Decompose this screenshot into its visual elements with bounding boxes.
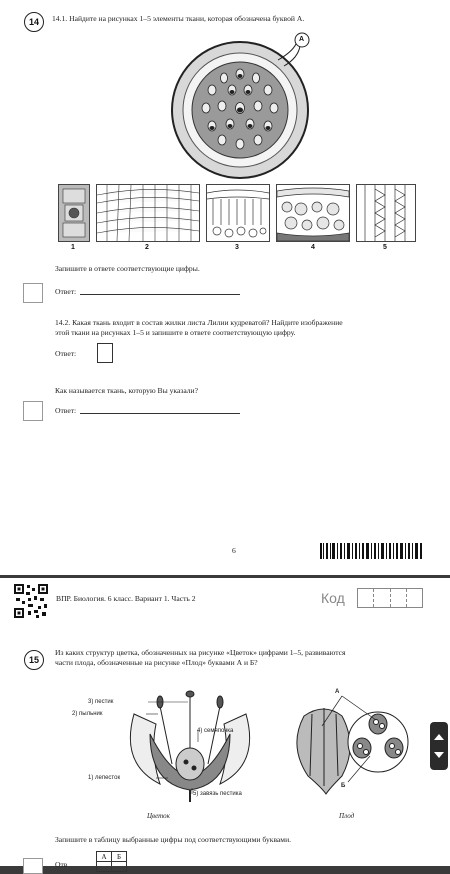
question-14-2-line2: этой ткани на рисунках 1–5 и запишите в ответе соответствующую цифру. — [55, 328, 296, 337]
table-cell-a[interactable] — [97, 862, 112, 872]
question-14-2-line1: 14.2. Какая ткань входит в состав жилки листа Лилии кудреватой? Найдите изображение — [55, 318, 343, 327]
write-digits-instruction: Запишите в ответе соответствующие цифры. — [55, 264, 200, 273]
flower-leader-lines — [120, 698, 240, 798]
stem-cross-section-figure — [160, 32, 320, 182]
scroll-nav-widget — [430, 722, 448, 770]
fruit-label-b: Б — [341, 783, 346, 789]
question-15-line2: части плода, обозначенные на рисунке «Плод» буквами А и Б? — [55, 658, 258, 667]
tissue-panel-3 — [206, 184, 270, 242]
page-header-text: ВПР. Биология. 6 класс. Вариант 1. Часть 2 — [56, 594, 196, 603]
scroll-up-icon[interactable] — [434, 734, 444, 740]
table-instruction: Запишите в таблицу выбранные цифры под соответствующими буквами. — [55, 835, 292, 844]
flower-label-ovule: 4) семяпочка — [197, 728, 234, 734]
answer-box-14-2[interactable] — [97, 343, 113, 363]
panel-label-5: 5 — [383, 244, 387, 251]
flower-label-anther: 2) пыльник — [72, 711, 103, 717]
worksheet-page-2 — [0, 578, 450, 869]
answer-label-14-1: Ответ: — [55, 287, 77, 296]
qr-code-image — [14, 584, 48, 618]
panel-label-2: 2 — [145, 244, 149, 251]
score-box-14-1 — [23, 283, 43, 303]
answer-label-15-partial: Отв — [55, 860, 68, 869]
answer-table-ab — [96, 851, 127, 872]
answer-line-14-1[interactable] — [80, 294, 240, 295]
label-a: А — [299, 36, 305, 43]
panel-label-1: 1 — [71, 244, 75, 251]
kod-label: Код — [321, 590, 345, 606]
table-header-a: А — [97, 852, 112, 862]
tissue-panel-4 — [276, 184, 350, 242]
page-number: 6 — [232, 546, 236, 555]
table-cell-b[interactable] — [112, 862, 127, 872]
tissue-panel-2 — [96, 184, 200, 242]
kod-input-boxes[interactable] — [357, 588, 423, 608]
caption-fruit: Плод — [339, 812, 355, 820]
flower-label-pistil: 3) пестик — [88, 699, 114, 705]
question-14-1-text: 14.1. Найдите на рисунках 1–5 элементы ткани, которая обозначена буквой А. — [52, 14, 305, 23]
fruit-label-a: А — [335, 689, 340, 695]
question-15-line1: Из каких структур цветка, обозначенных на рисунке «Цветок» цифрами 1–5, развиваются — [55, 648, 346, 657]
tissue-panel-5 — [356, 184, 416, 242]
flower-label-ovary: 5) завязь пестика — [193, 791, 242, 797]
answer-line-tissue[interactable] — [80, 413, 240, 414]
tissue-name-question: Как называется ткань, которую Вы указали? — [55, 386, 198, 395]
answer-label-tissue: Ответ: — [55, 406, 77, 415]
answer-label-14-2: Ответ: — [55, 349, 77, 358]
tissue-panel-1 — [58, 184, 90, 242]
table-header-b: Б — [112, 852, 127, 862]
caption-flower: Цветок — [147, 812, 170, 820]
scroll-down-icon[interactable] — [434, 752, 444, 758]
panel-label-3: 3 — [235, 244, 239, 251]
barcode-image — [320, 543, 424, 559]
score-box-14-2 — [23, 401, 43, 421]
score-box-15 — [23, 858, 43, 874]
question-15-number: 15 — [24, 650, 44, 670]
panel-label-4: 4 — [311, 244, 315, 251]
flower-label-petal: 1) лепесток — [88, 775, 121, 781]
question-14-number: 14 — [24, 12, 44, 32]
fruit-figure — [282, 686, 422, 796]
